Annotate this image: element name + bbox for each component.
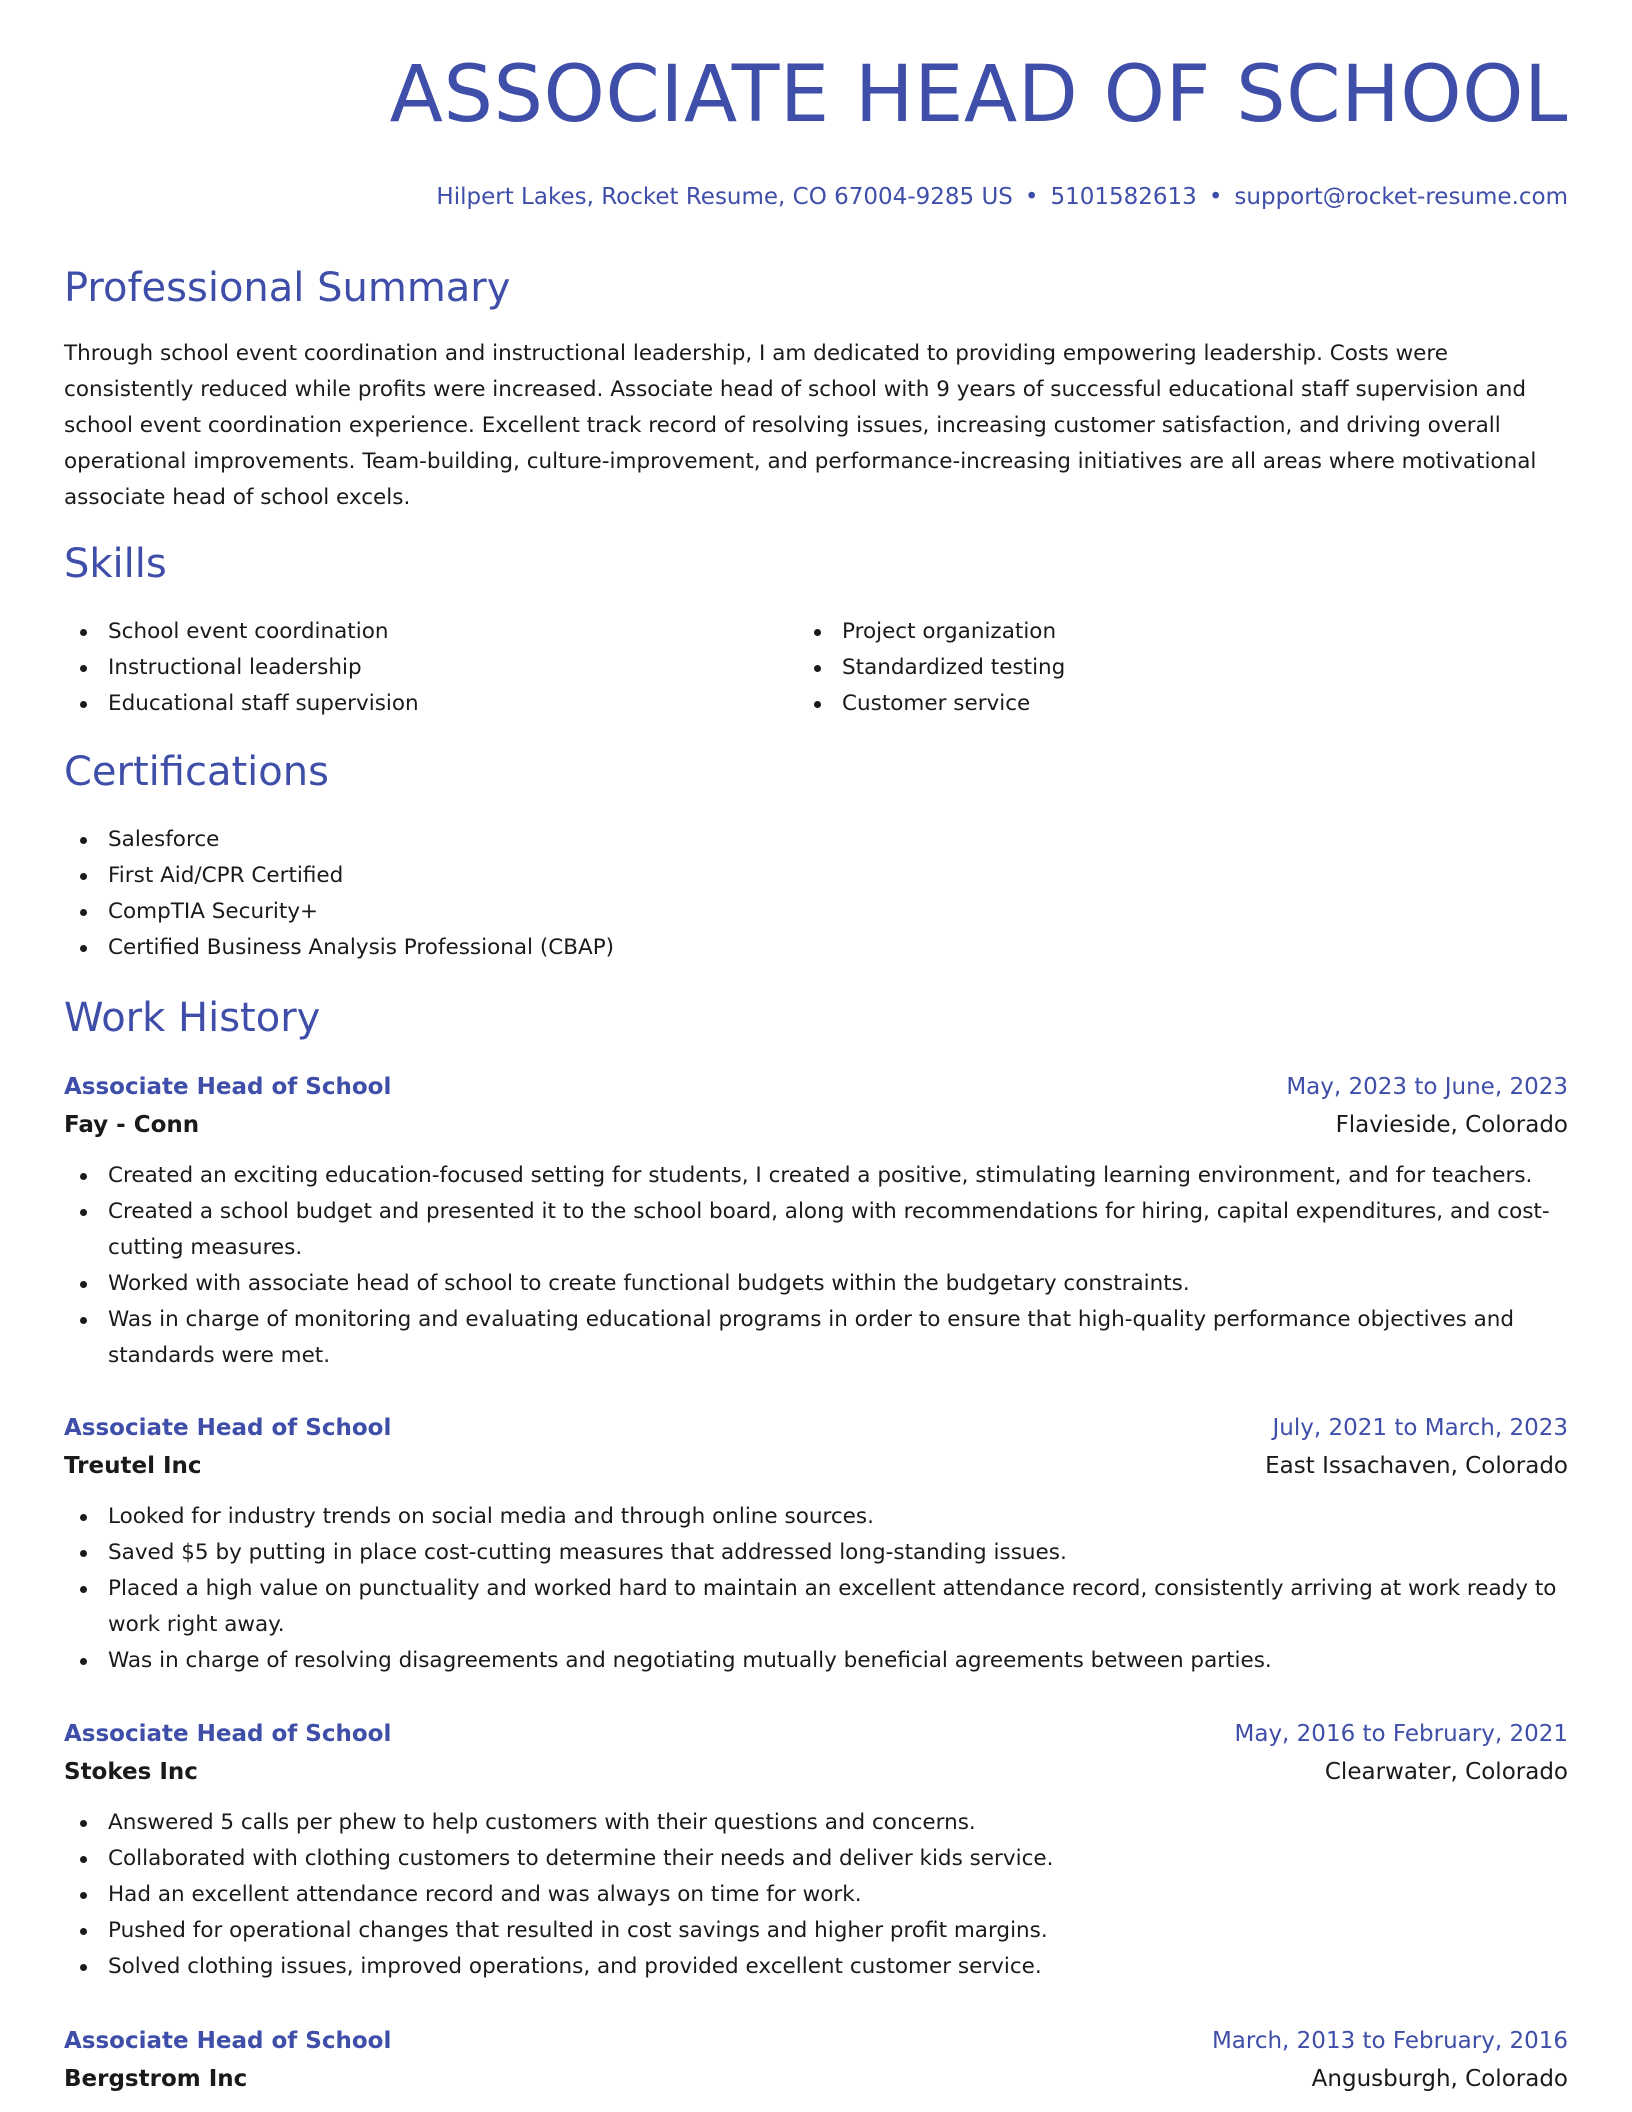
contact-separator: • bbox=[1208, 184, 1223, 210]
job-dates: July, 2021 to March, 2023 bbox=[1272, 1415, 1568, 1441]
job-bullet: Worked with associate head of school to create functional budgets within the budgetary constraints. bbox=[64, 1266, 1568, 1302]
summary-heading: Professional Summary bbox=[64, 265, 511, 311]
job-location: Angusburgh, Colorado bbox=[1311, 2066, 1568, 2092]
job-title: Associate Head of School bbox=[64, 1074, 392, 1100]
certification-item: Certified Business Analysis Professional (CBAP) bbox=[64, 930, 614, 966]
skills-right-column bbox=[798, 614, 1065, 722]
skills-left-column bbox=[64, 614, 419, 722]
job-bullet: Was in charge of monitoring and evaluating educational programs in order to ensure that high-quality performance objectives and standards were met. bbox=[64, 1302, 1568, 1374]
job-dates: May, 2023 to June, 2023 bbox=[1286, 1074, 1568, 1100]
certifications-heading: Certifications bbox=[64, 749, 329, 795]
certifications-list bbox=[64, 822, 614, 966]
skill-item: Customer service bbox=[798, 686, 1065, 722]
job-bullet: Collaborated with clothing customers to determine their needs and deliver kids service. bbox=[64, 1841, 1568, 1877]
job-bullet: Was in charge of resolving disagreements and negotiating mutually beneficial agreements between parties. bbox=[64, 1643, 1568, 1679]
job-location: East Issachaven, Colorado bbox=[1265, 1453, 1568, 1479]
certification-item: Salesforce bbox=[64, 822, 614, 858]
job-entry bbox=[64, 1068, 1568, 1374]
job-bullet: Saved $5 by putting in place cost-cutting measures that addressed long-standing issues. bbox=[64, 1535, 1568, 1571]
certification-item: First Aid/CPR Certified bbox=[64, 858, 614, 894]
skill-item: Project organization bbox=[798, 614, 1065, 650]
job-title: Associate Head of School bbox=[64, 1721, 392, 1747]
job-location: Flavieside, Colorado bbox=[1335, 1112, 1568, 1138]
job-title: Associate Head of School bbox=[64, 1415, 392, 1441]
summary-text: Through school event coordination and instructional leadership, I am dedicated to providing empowering leadership. Costs were consistently reduced while profits were increased. Associate head of school with 9 years of successful educational staff supervision and school event coordination experience. Excellent track record of resolving issues, increasing customer satisfaction, and driving overall operational improvements. Team-building, culture-improvement, and performance-increasing initiatives are all areas where motivational associate head of school excels. bbox=[64, 341, 1537, 510]
job-company: Treutel Inc bbox=[64, 1453, 202, 1479]
job-company: Fay - Conn bbox=[64, 1112, 200, 1138]
job-title: Associate Head of School bbox=[64, 2028, 392, 2054]
job-entry bbox=[64, 2022, 1568, 2098]
contact-address: Hilpert Lakes, Rocket Resume, CO 67004-9285 US bbox=[436, 184, 1013, 210]
contact-phone: 5101582613 bbox=[1050, 184, 1197, 210]
job-entry bbox=[64, 1715, 1568, 1985]
job-bullet: Created an exciting education-focused setting for students, I created a positive, stimulating learning environment, and for teachers. bbox=[64, 1158, 1568, 1194]
skill-item: Educational staff supervision bbox=[64, 686, 419, 722]
skills-heading: Skills bbox=[64, 541, 167, 587]
job-bullet: Created a school budget and presented it to the school board, along with recommendations for hiring, capital expenditures, and cost-cutting measures. bbox=[64, 1194, 1568, 1266]
skill-item: Instructional leadership bbox=[64, 650, 419, 686]
job-dates: March, 2013 to February, 2016 bbox=[1211, 2028, 1568, 2054]
job-company: Bergstrom Inc bbox=[64, 2066, 248, 2092]
job-bullet: Pushed for operational changes that resulted in cost savings and higher profit margins. bbox=[64, 1913, 1568, 1949]
job-location: Clearwater, Colorado bbox=[1324, 1759, 1568, 1785]
contact-line bbox=[436, 184, 1568, 210]
job-dates: May, 2016 to February, 2021 bbox=[1234, 1721, 1568, 1747]
job-bullet: Answered 5 calls per phew to help customers with their questions and concerns. bbox=[64, 1805, 1568, 1841]
job-bullet: Solved clothing issues, improved operations, and provided excellent customer service. bbox=[64, 1949, 1568, 1985]
job-bullet: Had an excellent attendance record and was always on time for work. bbox=[64, 1877, 1568, 1913]
skill-item: Standardized testing bbox=[798, 650, 1065, 686]
job-bullet: Looked for industry trends on social media and through online sources. bbox=[64, 1499, 1568, 1535]
job-bullet: Placed a high value on punctuality and worked hard to maintain an excellent attendance record, consistently arriving at work ready to work right away. bbox=[64, 1571, 1568, 1643]
skill-item: School event coordination bbox=[64, 614, 419, 650]
work-history-heading: Work History bbox=[64, 995, 321, 1041]
certification-item: CompTIA Security+ bbox=[64, 894, 614, 930]
contact-email[interactable]: support@rocket-resume.com bbox=[1234, 184, 1568, 210]
job-entry bbox=[64, 1409, 1568, 1679]
job-company: Stokes Inc bbox=[64, 1759, 198, 1785]
contact-separator: • bbox=[1024, 184, 1039, 210]
candidate-name: ASSOCIATE HEAD OF SCHOOL bbox=[389, 50, 1568, 140]
